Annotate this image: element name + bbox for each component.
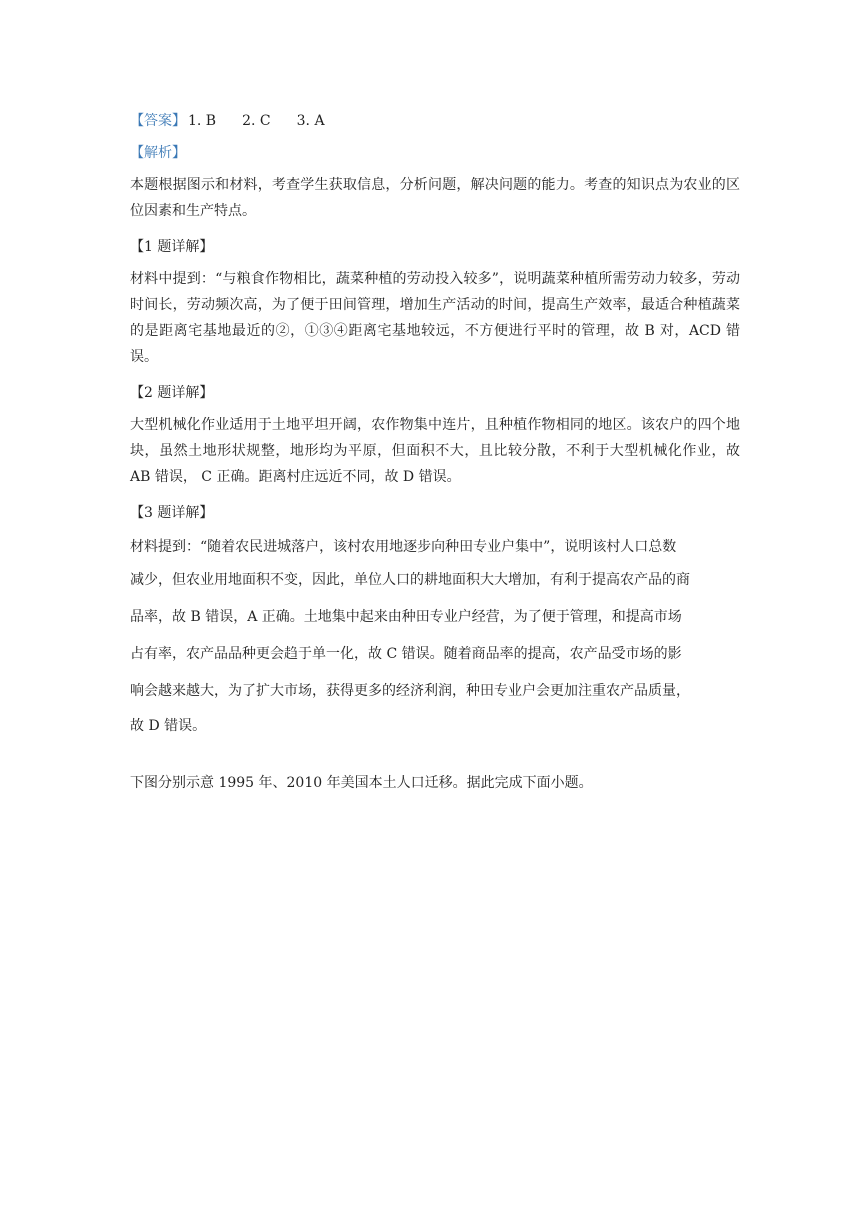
- analysis-intro: 本题根据图示和材料，考查学生获取信息，分析问题，解决问题的能力。考查的知识点为农业的区位因素和生产特点。: [130, 177, 740, 219]
- next-question-intro: 下图分别示意 1995 年、2010 年美国本土人口迁移。据此完成下面小题。: [130, 775, 593, 791]
- q2-body: 大型机械化作业适用于土地平坦开阔，农作物集中连片，且种植作物相同的地区。该农户的四个地块，虽然土地形状规整，地形均为平原，但面积不大，且比较分散，不利于大型机械化作业，故 AB 错误， C 正确。距离村庄远近不同，故 D 错误。: [130, 417, 740, 485]
- q3-line: 响会越来越大，为了扩大市场，获得更多的经济利润，种田专业户会更加注重农产品质量，: [130, 683, 690, 699]
- q3-line: 材料提到：“随着农民进城落户，该村农用地逐步向种田专业户集中”，说明该村人口总数: [130, 539, 677, 555]
- q3-line: 故 D 错误。: [130, 718, 207, 734]
- answer-item-3: 3. A: [296, 113, 325, 129]
- answer-line: [130, 108, 740, 134]
- q3-line: 占有率，农产品品种更会趋于单一化，故 C 错误。随着商品率的提高，农产品受市场的影: [130, 646, 682, 662]
- document-page: [130, 108, 740, 796]
- answer-tag: 【答案】: [130, 113, 186, 129]
- answer-item-2: 2. C: [242, 113, 271, 129]
- q3-line: 减少，但农业用地面积不变，因此，单位人口的耕地面积大大增加，有利于提高农产品的商: [130, 572, 690, 588]
- q2-heading: 【2 题详解】: [130, 385, 214, 401]
- q3-heading: 【3 题详解】: [130, 505, 214, 521]
- answer-item-1: 1. B: [188, 113, 217, 129]
- q1-heading: 【1 题详解】: [130, 239, 214, 255]
- q3-line: 品率，故 B 错误，A 正确。土地集中起来由种田专业户经营，为了便于管理，和提高市场: [130, 609, 682, 625]
- q3-body: [130, 532, 740, 742]
- q1-body: 材料中提到：“与粮食作物相比，蔬菜种植的劳动投入较多”，说明蔬菜种植所需劳动力较多，劳动时间长，劳动频次高，为了便于田间管理，增加生产活动的时间，提高生产效率，最适合种植蔬菜的是距离宅基地最近的②，①③④距离宅基地较远，不方便进行平时的管理，故 B 对，ACD 错误。: [130, 271, 740, 365]
- analysis-tag: 【解析】: [130, 145, 186, 161]
